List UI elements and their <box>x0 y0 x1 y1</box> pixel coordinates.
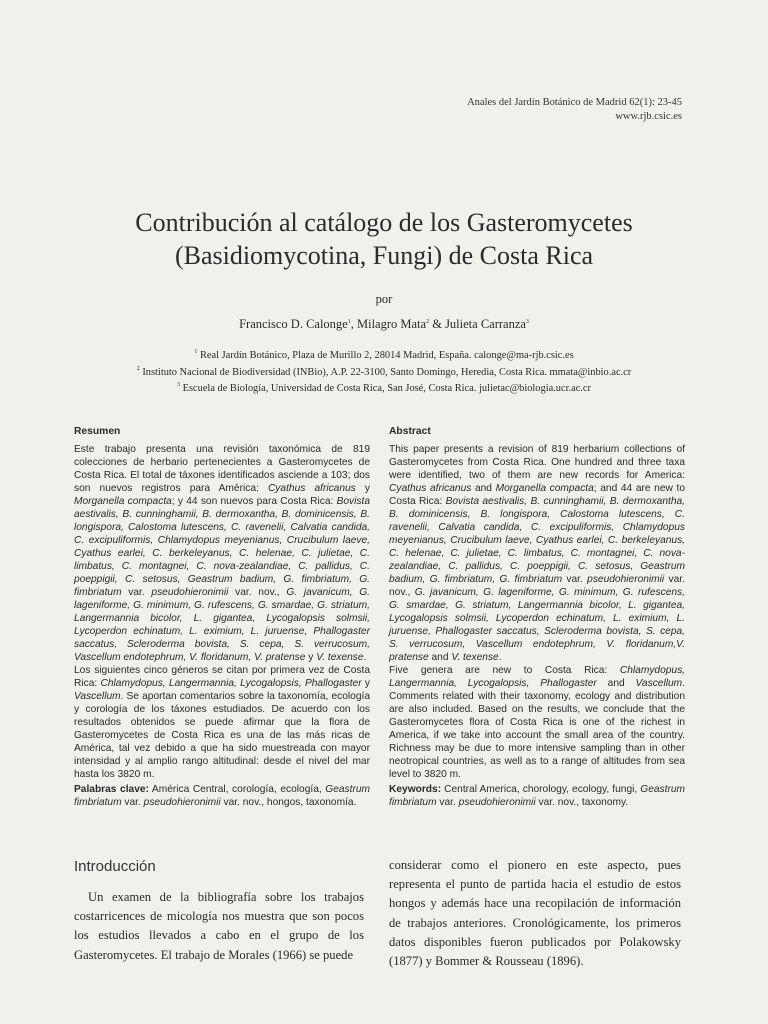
journal-citation: Anales del Jardín Botánico de Madrid 62(1): 23-45 <box>467 97 682 108</box>
resumen-paragraph-1 <box>74 443 370 664</box>
text-run: var. nov., <box>389 574 685 598</box>
taxon-name: V. texense <box>316 652 364 663</box>
resumen-section <box>74 425 370 809</box>
text-run: var. nov., <box>228 587 287 598</box>
affiliation-sup: 3 <box>177 382 181 388</box>
taxon-name: Cyathus africanus <box>389 483 472 494</box>
text-run: y <box>361 678 370 689</box>
text-run: Este trabajo presenta una revisión taxonómica de 819 colecciones de herbario pertenecientes a Gasteromycetes de Costa Rica. El total de táxones identificados asciende a 103; dos son nuevos registros para América: <box>74 444 370 494</box>
text-run: y <box>305 652 317 663</box>
abstract-paragraph-1 <box>389 443 685 664</box>
author-name: Julieta Carranza <box>445 317 526 331</box>
text-run: var. <box>562 574 588 585</box>
keywords-label: Keywords: <box>389 784 442 795</box>
text-run: y <box>355 483 370 494</box>
author-separator: , <box>350 317 357 331</box>
taxon-list: G. javanicum, G. lageniforme, G. minimum, G. rufescens, G. smardae, G. striatum, Langermannia bicolor, L. gigantea, Lycogalopsis solmsii, Lycoperdon echinatum, L. eximium, L. juruense, Phallogaster saccatus, Scleroderma bovista, S. cepa, S. verrucosum, Vascellum endotephrum, V. floridanum, V. pratense <box>74 587 370 663</box>
text-run: . Comments related with their taxonomy, ecology and distribution are also included. Based on the results, we conclude that the Gasteromycetes flora of Costa Rica is one of the richest in America, if we take into account the small area of the country. Richness may be due to more intensive sampling than in other neotropical countries, as well as to a range of altitudes from sea level to 3820 m. <box>389 678 685 780</box>
abstract-keywords <box>389 783 685 809</box>
genus-name: Vascellum <box>74 691 121 702</box>
author-name: Francisco D. Calonge <box>239 317 348 331</box>
taxon-name: pseudohieronimii <box>587 574 665 585</box>
author-sup: 2 <box>426 319 430 325</box>
affiliation-text: Escuela de Biología, Universidad de Costa Rica, San José, Costa Rica. julietac@biologia.ucr.ac.cr <box>182 383 591 394</box>
taxon-name: pseudohieronimii <box>151 587 229 598</box>
resumen-keywords <box>74 783 370 809</box>
affiliation-text: Instituto Nacional de Biodiversidad (INBio), A.P. 22-3100, Santo Domingo, Heredia, Costa Rica. mmata@inbio.ac.cr <box>142 366 632 378</box>
text-run: América Central, corología, ecología, <box>148 784 326 795</box>
text-run: . <box>363 652 367 663</box>
abstract-paragraph-2 <box>389 664 685 781</box>
author-separator: & <box>429 317 446 331</box>
article-title <box>0 206 768 272</box>
text-run: . Se aportan comentarios sobre la taxonomía, ecología y corología de los táxones estudiados. De acuerdo con los resultados obtenidos se puede afirmar que la flora de Gasteromycetes de Costa Rica es una de las más ricas de América, tal vez debido a que ha sido muestreada con mayor intensidad y al amplio rango altitudinal: desde el nivel del mar hasta los 3820 m. <box>74 691 370 780</box>
taxon-name: pseudohieronimii <box>143 797 221 808</box>
text-run: var. <box>121 587 152 598</box>
taxon-name: Geastrum fimbriatum <box>389 784 685 808</box>
taxon-name: Morganella compacta <box>74 496 172 507</box>
text-run: ; and 44 are new to Costa Rica: <box>389 483 685 507</box>
author-sup: 3 <box>525 319 529 325</box>
genus-list: Chlamydopus, Langermannia, Lycogalopsis, Phallogaster <box>389 665 685 689</box>
byline-por: por <box>375 292 393 306</box>
text-run: and <box>596 678 636 689</box>
affiliation <box>0 346 768 363</box>
affiliation-text: Real Jardín Botánico, Plaza de Murillo 2, 28014 Madrid, España. calonge@ma-rjb.csic.es <box>199 350 574 361</box>
text-run: var. <box>121 797 144 808</box>
introduction-text-left: Un examen de la bibliografía sobre los trabajos costarricences de micología nos muestra que son pocos los estudios llevados a cabo en el grupo de los Gasteromycetes. El trabajo de Morales (1966) se puede <box>74 890 364 962</box>
author-sup: 1 <box>347 319 351 325</box>
journal-header <box>467 96 682 124</box>
resumen-paragraph-2 <box>74 664 370 781</box>
affiliation-list <box>0 346 768 396</box>
taxon-name: pseudohieronimii <box>458 797 536 808</box>
text-run: var. nov., taxonomy. <box>535 797 629 808</box>
affiliation-sup: 2 <box>136 365 140 372</box>
taxon-name: Geastrum fimbriatum <box>74 784 370 808</box>
text-run: var. nov., hongos, taxonomía. <box>220 797 357 808</box>
text-run: Five genera are new to Costa Rica: <box>389 665 620 676</box>
text-run: . <box>498 652 502 663</box>
title-line-1: Contribución al catálogo de los Gasteromycetes <box>135 208 633 237</box>
text-run: ; y 44 son nuevos para Costa Rica: <box>171 496 337 507</box>
text-run: and <box>471 483 496 494</box>
abstract-heading: Abstract <box>389 426 431 437</box>
abstract-section <box>389 425 685 809</box>
taxon-name: Morganella compacta <box>495 483 594 494</box>
taxon-name: Cyathus africanus <box>267 483 356 494</box>
taxon-list: Bovista aestivalis, B. cunninghamii, B. dermoxantha, B. dominicensis, B. longispora, Calostoma lutescens, C. ravenelii, Calvatia candida, C. excipuliformis, Chlamydopus meyenianus, Crucibulum laeve, Cyathus earlei, C. berkeleyanus, C. helenae, C. julietae, C. limbatus, C. montagnei, C. nova-zealandiae, C. pallidus, C. poeppigii, C. setosus, Geastrum badium, G. fimbriatum, G. fimbriatum <box>389 496 685 585</box>
text-run: This paper presents a revision of 819 herbarium collections of Gasteromycetes from Costa Rica. One hundred and three taxa were identified, two of them are new records for America: <box>389 444 685 481</box>
text-run: and <box>428 652 452 663</box>
keywords-label: Palabras clave: <box>74 784 149 795</box>
taxon-list: G. javanicum, G. lageniforme, G. minimum, G. rufescens, G. smardae, G. striatum, Langermannia bicolor, L. gigantea, Lycogalopsis solmsii, Lycoperdon echinatum, L. eximium, L. juruense, Phallogaster saccatus, Scleroderma bovista, S. cepa, S. verrucosum, Vascellum endotephrum, V. floridanum,V. pratense <box>389 587 685 663</box>
affiliation <box>0 379 768 396</box>
title-line-2: (Basidiomycotina, Fungi) de Costa Rica <box>174 241 594 270</box>
taxon-name: V. texense <box>451 652 499 663</box>
introduction-text-right: considerar como el pionero en este aspecto, pues representa el punto de partida hacia el estudio de estos hongos y además hace una recopilación de información de trabajos anteriores. Cronológicamente, los primeros datos disponibles fueron publicados por Polakowsky (1877) y Bommer & Rousseau (1896). <box>389 858 681 969</box>
genus-list: Chlamydopus, Langermannia, Lycogalopsis, Phallogaster <box>100 678 362 689</box>
text-run: Los siguientes cinco géneros se citan por primera vez de Costa Rica: <box>74 665 370 689</box>
taxon-list: Bovista aestivalis, B. cunninghamii, B. dermoxantha, B. dominicensis, B. longispora, Calostoma lutescens, C. ravenelii, Calvatia candida, C. excipuliformis, Chlamydopus meyenianus, Crucibulum laeve, Cyathus earlei, C. berkeleyanus, C. helenae, C. julietae, C. limbatus, C. montagnei, C. nova-zealandiae, C. pallidus, C. poeppigii, C. setosus, Geastrum badium, G. fimbriatum, G. fimbriatum <box>74 496 370 598</box>
affiliation <box>0 363 768 380</box>
journal-url: www.rjb.csic.es <box>615 111 682 122</box>
text-run: Central America, chorology, ecology, fungi, <box>441 784 641 795</box>
text-run: var. <box>436 797 459 808</box>
author-name: Milagro Mata <box>356 317 427 331</box>
resumen-heading: Resumen <box>74 426 121 437</box>
author-list <box>0 317 768 332</box>
genus-name: Vascellum <box>635 678 683 689</box>
introduction-heading: Introducción <box>74 858 156 875</box>
affiliation-sup: 1 <box>194 349 198 355</box>
